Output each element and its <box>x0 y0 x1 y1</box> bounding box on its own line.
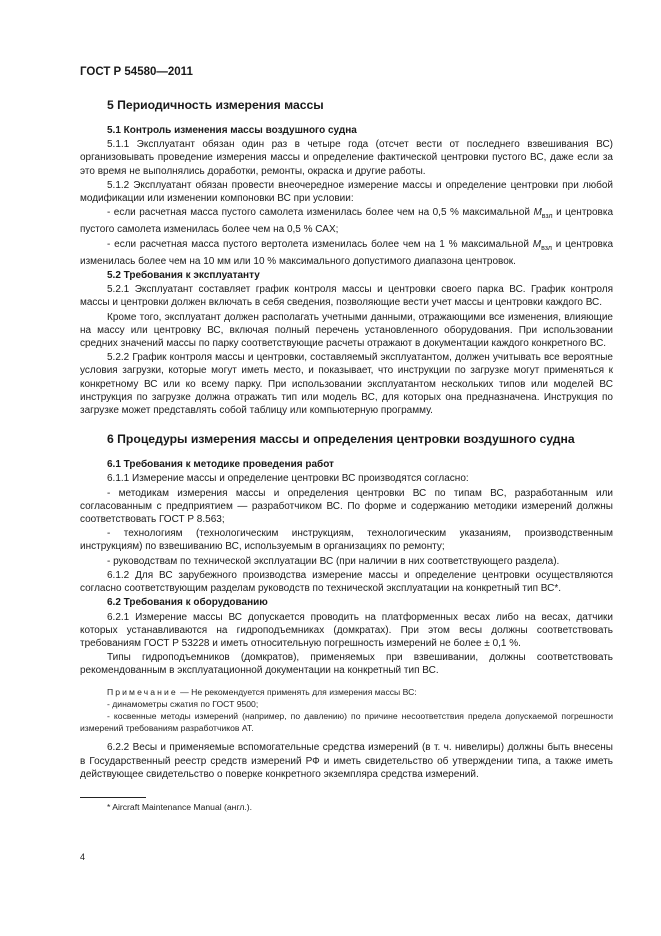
paragraph-6-2-1: 6.2.1 Измерение массы ВС допускается проводить на платформенных весах либо на весах, датчики которых устанавливаются на гидроподъемниках (домкратах). При этом весы должны соответствовать требованиям ГОСТ Р 53228 и иметь относительную погрешность измерений не более ± 0,1 %. <box>80 611 613 649</box>
bullet-text: и центровка изменилась более чем на 10 мм или 10 % максимального допустимого диапазона центровок. <box>80 238 614 267</box>
paragraph-6-1-1: 6.1.1 Измерение массы и определение центровки ВС производятся согласно: <box>107 473 469 485</box>
subsection-5-1-title: 5.1 Контроль изменения массы воздушного судна <box>107 125 357 136</box>
bullet-text: - если расчетная масса пустого самолета изменилась более чем на 0,5 % максимальной <box>107 207 534 219</box>
footnote-divider <box>80 797 146 798</box>
subsection-6-2-title: 6.2 Требования к оборудованию <box>107 597 268 609</box>
note-bullet-indirect-methods: - косвенные методы измерений (например, по давлению) по причине несоответствия предела допускаемой погрешности измерений требованиям разработчиков АТ. <box>80 710 613 734</box>
page-number: 4 <box>80 852 86 862</box>
footnote: * Aircraft Maintenance Manual (англ.). <box>107 802 253 812</box>
paragraph-5-1-1: 5.1.1 Эксплуатант обязан один раз в четыре года (отсчет вести от последнего взвешивания ВС) организовывать проведение измерения массы и определение фактической центровки пустого ВС, даже если за это время не выполнялись доработки, ремонты, окраска и другие работы. <box>80 139 613 177</box>
note-bullet-dynamometers: - динамометры сжатия по ГОСТ 9500; <box>107 698 259 709</box>
mass-subscript: взл <box>541 213 553 221</box>
mass-symbol: M <box>533 207 542 219</box>
bullet-6-1-1-technologies: - технологиям (технологическим инструкциям, технологическим указаниям, производственным инструкциям) по взвешиванию ВС, используемым в организациях по ремонту; <box>80 528 613 553</box>
paragraph-5-2-1: 5.2.1 Эксплуатант составляет график контроля массы и центровки своего парка ВС. График контроля массы и центровки должен включать в себя сведения, позволяющие вести учет массы и центровки каждого ВС. <box>80 284 613 309</box>
bullet-5-1-2-helicopter <box>80 238 613 268</box>
note <box>80 686 613 698</box>
section-6-title: 6 Процедуры измерения массы и определения центровки воздушного судна <box>107 432 575 447</box>
paragraph-6-1-2: 6.1.2 Для ВС зарубежного производства измерение массы и определение центровки осуществляются согласно соответствующим разделам руководств по технической эксплуатации на конкретный тип ВС*. <box>80 569 613 595</box>
paragraph-6-2-1-continued: Типы гидроподъемников (домкратов), применяемых при взвешивании, должны соответствовать рекомендованным в эксплуатационной документации на конкретный тип ВС. <box>80 652 613 677</box>
note-text: — Не рекомендуется применять для измерения массы ВС: <box>177 686 417 697</box>
subsection-6-1-title: 6.1 Требования к методике проведения работ <box>107 459 334 471</box>
bullet-text: - если расчетная масса пустого вертолета изменилась более чем на 1 % максимальной <box>107 238 533 250</box>
paragraph-5-2-2: 5.2.2 График контроля массы и центровки, составляемый эксплуатантом, должен учитывать все вероятные условия загрузки, которые могут иметь место, и показывает, что инструкции по загрузке могут применяться к конкретному ВС или ко всему парку. При использовании эксплуатантом нескольких типов или моделей ВС инструкция по загрузке должна отражать тип или модель ВС, для которых она предназначена. Инструкция по загрузке может представлять собой таблицу или компьютерную программу. <box>80 352 613 417</box>
note-label: Примечание <box>107 686 178 697</box>
paragraph-5-2-1-continued: Кроме того, эксплуатант должен располагать учетными данными, отражающими все изменения, влияющие на массу или центровку ВС, включая полный перечень установленного оборудования. При использовании средних значений массы по парку соответствующие расчеты отражают в документации каждого конкретного ВС. <box>80 311 613 350</box>
document-header: ГОСТ Р 54580—2011 <box>80 66 193 78</box>
mass-subscript: взл <box>541 244 552 252</box>
bullet-text: и центровка пустого самолета изменилась более чем на 0,5 % САХ; <box>80 207 614 236</box>
section-5-title: 5 Периодичность измерения массы <box>107 98 324 112</box>
bullet-5-1-2-airplane <box>80 206 613 236</box>
subsection-5-2-title: 5.2 Требования к эксплуатанту <box>107 270 260 282</box>
mass-symbol: M <box>532 238 542 250</box>
bullet-6-1-1-manuals: - руководствам по технической эксплуатации ВС (при наличии в них соответствующего раздела). <box>107 555 560 567</box>
bullet-6-1-1-methods: - методикам измерения массы и определения центровки ВС по типам ВС, разработанным или согласованным с предприятием — разработчиком ВС. По форме и содержанию методики измерений должны соответствовать ГОСТ Р 8.563; <box>80 487 613 526</box>
paragraph-5-1-2: 5.1.2 Эксплуатант обязан провести внеочередное измерение массы и определение центровки при любой модификации или изменении компоновки ВС при условии: <box>80 179 613 205</box>
document-body <box>80 98 613 782</box>
paragraph-6-2-2: 6.2.2 Весы и применяемые вспомогательные средства измерений (в т. ч. нивелиры) должны быть внесены в Государственный реестр средств измерений РФ и иметь свидетельство об утверждении типа, а также иметь действующее свидетельство о поверке конкретного экземпляра средства измерений. <box>80 742 613 780</box>
